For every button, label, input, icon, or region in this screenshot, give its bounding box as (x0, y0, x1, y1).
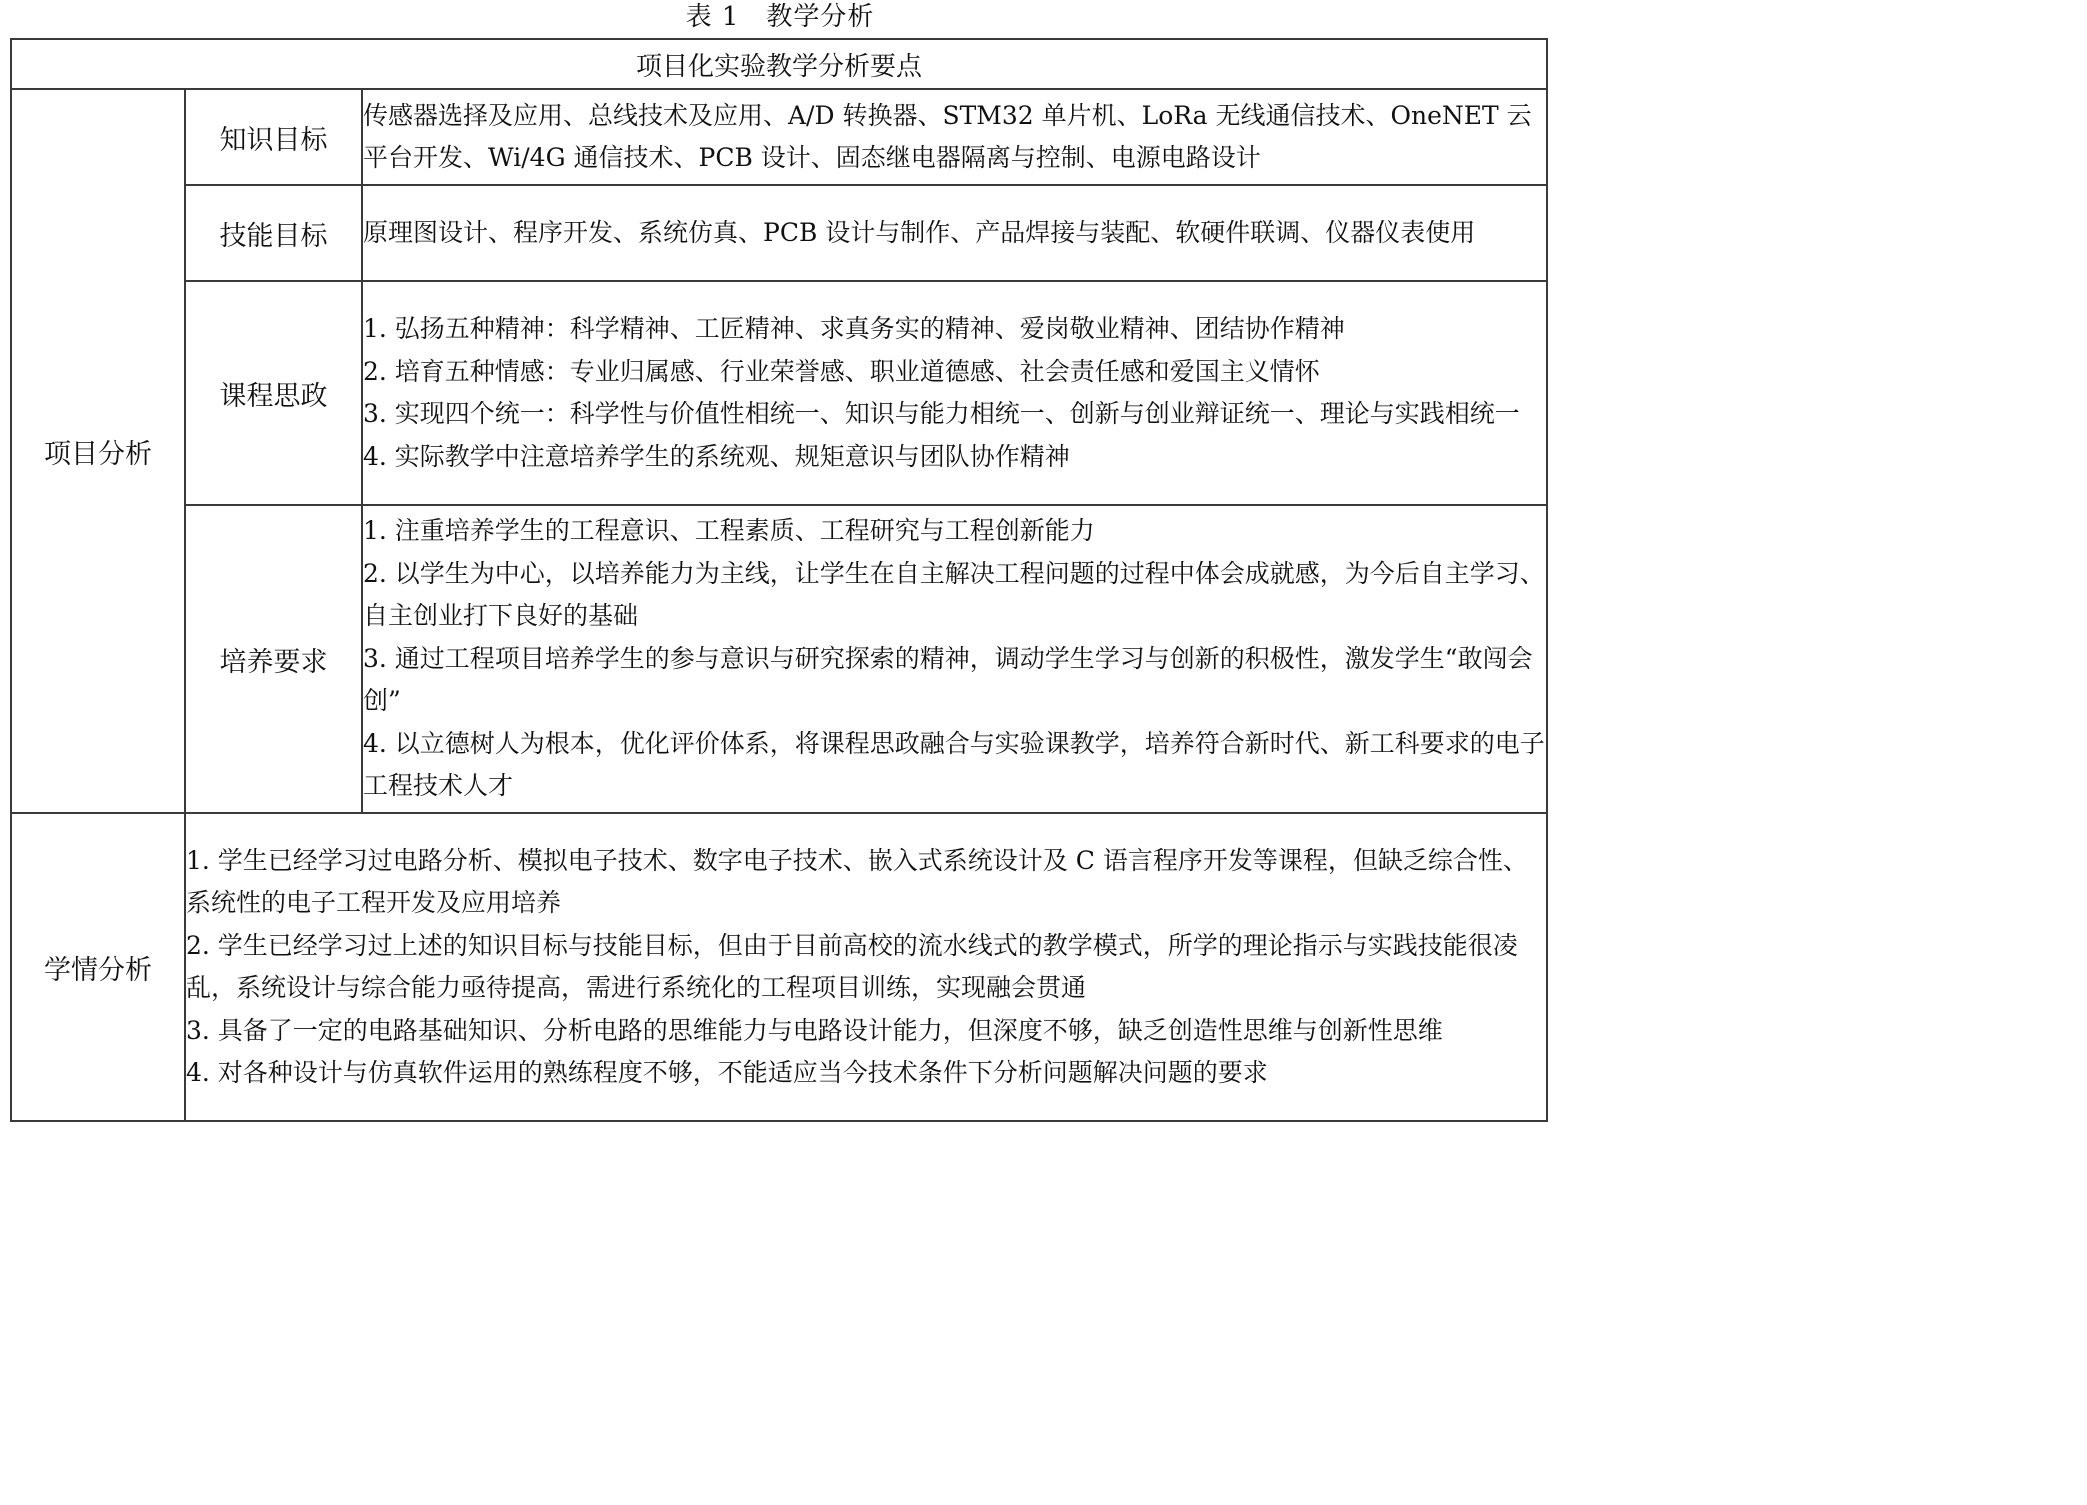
training-requirement-content (362, 505, 1547, 813)
table-row (11, 813, 1547, 1121)
table-row (11, 281, 1547, 505)
student-analysis-content (185, 813, 1547, 1121)
skill-goal-content (362, 185, 1547, 281)
knowledge-goal-content (362, 89, 1547, 185)
content-line: 2. 以学生为中心，以培养能力为主线，让学生在自主解决工程问题的过程中体会成就感，为今后自主学习、自主创业打下良好的基础 (363, 558, 1545, 631)
content-line: 1. 学生已经学习过电路分析、模拟电子技术、数字电子技术、嵌入式系统设计及 C 语言程序开发等课程，但缺乏综合性、系统性的电子工程开发及应用培养 (186, 845, 1528, 917)
ideology-content (362, 281, 1547, 505)
table-caption: 表 1 教学分析 (685, 2, 875, 32)
content-line: 4. 实际教学中注意培养学生的系统观、规矩意识与团队协作精神 (363, 441, 1070, 471)
content-line: 3. 通过工程项目培养学生的参与意识与研究探索的精神，调动学生学习与创新的积极性，激发学生“敢闯会创” (363, 643, 1533, 716)
content-line: 原理图设计、程序开发、系统仿真、PCB 设计与制作、产品焊接与装配、软硬件联调、仪器仪表使用 (363, 217, 1476, 247)
student-analysis-label: 学情分析 (11, 813, 185, 1121)
content-line: 1. 注重培养学生的工程意识、工程素质、工程研究与工程创新能力 (363, 516, 1095, 546)
table-header: 项目化实验教学分析要点 (11, 39, 1547, 89)
content-line: 4. 以立德树人为根本，优化评价体系，将课程思政融合与实验课教学，培养符合新时代、新工科要求的电子工程技术人才 (363, 728, 1545, 801)
content-line: 3. 具备了一定的电路基础知识、分析电路的思维能力与电路设计能力，但深度不够，缺乏创造性思维与创新性思维 (186, 1015, 1443, 1045)
knowledge-goal-label: 知识目标 (185, 89, 362, 185)
table-row (11, 89, 1547, 185)
content-line: 1. 弘扬五种精神：科学精神、工匠精神、求真务实的精神、爱岗敬业精神、团结协作精神 (363, 314, 1345, 343)
teaching-analysis-table (10, 38, 1548, 1122)
ideology-label: 课程思政 (185, 281, 362, 505)
skill-goal-label: 技能目标 (185, 185, 362, 281)
content-line: 4. 对各种设计与仿真软件运用的熟练程度不够，不能适应当今技术条件下分析问题解决问题的要求 (186, 1058, 1268, 1087)
training-requirement-label: 培养要求 (185, 505, 362, 813)
project-analysis-label: 项目分析 (11, 89, 185, 813)
table-row (11, 185, 1547, 281)
content-line: 2. 培育五种情感：专业归属感、行业荣誉感、职业道德感、社会责任感和爱国主义情怀 (363, 356, 1320, 386)
content-line: 传感器选择及应用、总线技术及应用、A/D 转换器、STM32 单片机、LoRa 无线通信技术、OneNET 云平台开发、Wi/4G 通信技术、PCB 设计、固态继电器隔离与控制、电源电路设计 (363, 100, 1532, 172)
table-row (11, 505, 1547, 813)
content-line: 3. 实现四个统一：科学性与价值性相统一、知识与能力相统一、创新与创业辩证统一、理论与实践相统一 (363, 399, 1520, 428)
content-line: 2. 学生已经学习过上述的知识目标与技能目标，但由于目前高校的流水线式的教学模式，所学的理论指示与实践技能很凌乱，系统设计与综合能力亟待提高，需进行系统化的工程项目训练，实现融会贯通 (186, 930, 1518, 1002)
table-header-row (11, 39, 1547, 89)
